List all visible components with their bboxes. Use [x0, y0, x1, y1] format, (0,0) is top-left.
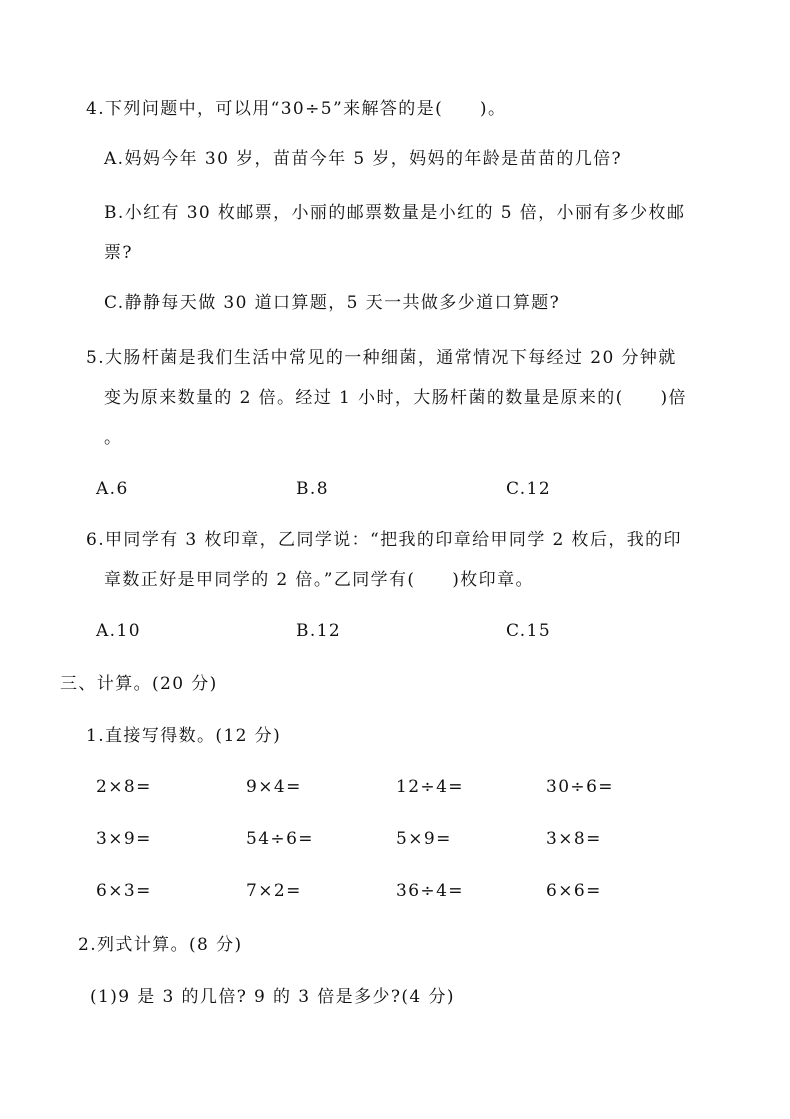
calc-item: 6×6= [546, 881, 602, 901]
q6-option-b: B.12 [296, 621, 342, 641]
q6-option-a: A.10 [96, 621, 141, 641]
q5-stem-line-3: 。 [104, 428, 123, 448]
q5-stem-line-1: 5.大肠杆菌是我们生活中常见的一种细菌，通常情况下每经过 20 分钟就 [86, 348, 677, 368]
calc-item: 54÷6= [246, 829, 314, 849]
calc-item: 9×4= [246, 777, 302, 797]
calc-item: 3×9= [96, 829, 152, 849]
calc-item: 6×3= [96, 881, 152, 901]
calc-item: 12÷4= [396, 777, 464, 797]
calc-item: 2×8= [96, 777, 152, 797]
q4-stem: 4.下列问题中，可以用“30÷5”来解答的是( )。 [86, 99, 507, 119]
q6-stem-line-1: 6.甲同学有 3 枚印章，乙同学说：“把我的印章给甲同学 2 枚后，我的印 [86, 530, 682, 550]
section-3-title: 三、计算。(20 分) [60, 674, 218, 694]
q4-option-b-continued: 票? [104, 243, 133, 263]
q5-option-a: A.6 [96, 479, 129, 499]
calc-item: 7×2= [246, 881, 302, 901]
q5-stem-line-2: 变为原来数量的 2 倍。经过 1 小时，大肠杆菌的数量是原来的( )倍 [104, 388, 687, 408]
q5-option-c: C.12 [506, 479, 552, 499]
q6-option-c: C.15 [506, 621, 552, 641]
q6-stem-line-2: 章数正好是甲同学的 2 倍。”乙同学有( )枚印章。 [104, 570, 534, 590]
q5-option-b: B.8 [296, 479, 329, 499]
calc-item: 30÷6= [546, 777, 614, 797]
part-2-title: 2.列式计算。(8 分) [78, 935, 243, 955]
part-2-item-1: (1)9 是 3 的几倍? 9 的 3 倍是多少?(4 分) [90, 987, 455, 1007]
q4-option-c: C.静静每天做 30 道口算题，5 天一共做多少道口算题? [104, 293, 561, 313]
part-1-title: 1.直接写得数。(12 分) [86, 726, 282, 746]
q4-option-a: A.妈妈今年 30 岁，苗苗今年 5 岁，妈妈的年龄是苗苗的几倍? [104, 149, 623, 169]
calc-item: 3×8= [546, 829, 602, 849]
calc-item: 5×9= [396, 829, 452, 849]
q4-option-b: B.小红有 30 枚邮票，小丽的邮票数量是小红的 5 倍，小丽有多少枚邮 [104, 203, 686, 223]
calc-item: 36÷4= [396, 881, 464, 901]
